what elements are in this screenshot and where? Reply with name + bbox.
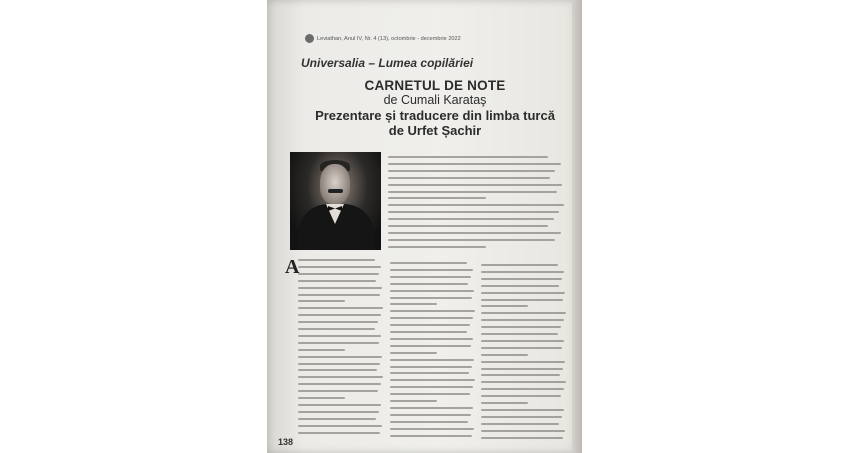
text-line: [390, 310, 475, 312]
text-line: [481, 285, 559, 287]
text-line: [298, 273, 379, 275]
text-line: [390, 386, 473, 388]
text-line: [298, 432, 380, 434]
text-line: [298, 397, 345, 399]
title-line-4: de Urfet Șachir: [388, 123, 482, 138]
text-line: [298, 349, 345, 351]
text-line: [298, 266, 381, 268]
text-line: [390, 421, 468, 423]
text-line: [390, 262, 467, 264]
text-line: [298, 363, 380, 365]
text-line: [481, 271, 564, 273]
text-line: [481, 347, 562, 349]
text-line: [388, 184, 562, 186]
text-line: [390, 366, 472, 368]
text-line: [390, 414, 471, 416]
text-line: [481, 381, 566, 383]
text-line: [298, 411, 379, 413]
text-line: [390, 435, 472, 437]
drop-cap: A: [285, 256, 300, 278]
text-line: [390, 331, 467, 333]
title-line-2: de Cumali Karataş: [383, 93, 487, 107]
running-head-text: Leviathan, Anul IV, Nr. 4 (13), octombrie - decembrie 2022: [317, 35, 461, 42]
text-line: [298, 342, 379, 344]
text-line: [388, 163, 561, 165]
text-line: [481, 292, 565, 294]
text-line: [298, 425, 382, 427]
running-head: [305, 34, 461, 43]
text-line: [298, 314, 381, 316]
article-title: [300, 78, 570, 138]
text-line: [481, 333, 558, 335]
text-line: [481, 388, 564, 390]
page-number: 138: [278, 437, 294, 447]
text-line: [390, 297, 472, 299]
text-line: [481, 409, 564, 411]
text-line: [390, 317, 473, 319]
text-line: [481, 340, 564, 342]
text-line: [481, 437, 563, 439]
author-photo: [290, 152, 381, 250]
text-line: [481, 430, 565, 432]
text-line: [298, 294, 380, 296]
text-line: [481, 368, 563, 370]
text-line: [388, 156, 548, 158]
text-line: [390, 393, 470, 395]
photo-mustache: [328, 189, 343, 193]
text-line: [298, 280, 376, 282]
text-line: [388, 218, 554, 220]
text-line: [298, 335, 381, 337]
text-line: [298, 376, 383, 378]
text-line: [388, 239, 555, 241]
text-line: [298, 259, 375, 261]
title-line-1: CARNETUL DE NOTE: [364, 78, 506, 93]
journal-logo-icon: [305, 34, 314, 43]
text-line: [481, 354, 528, 356]
text-line: [298, 321, 378, 323]
text-line: [298, 404, 381, 406]
text-line: [481, 264, 558, 266]
text-line: [481, 416, 562, 418]
photo-face: [320, 164, 350, 204]
text-line: [481, 423, 559, 425]
text-line: [390, 407, 473, 409]
title-line-3: Prezentare și traducere din limba turcă: [315, 108, 555, 123]
text-line: [390, 345, 471, 347]
text-line: [298, 356, 382, 358]
text-line: [298, 328, 375, 330]
text-line: [481, 299, 563, 301]
text-line: [388, 177, 550, 179]
text-line: [481, 402, 528, 404]
text-line: [481, 319, 564, 321]
text-line: [298, 418, 376, 420]
text-line: [390, 269, 473, 271]
text-line: [390, 379, 475, 381]
text-line: [481, 361, 565, 363]
text-line: [388, 204, 564, 206]
text-line: [390, 338, 473, 340]
text-line: [388, 246, 486, 248]
text-line: [481, 395, 561, 397]
text-line: [388, 211, 559, 213]
text-line: [298, 307, 383, 309]
text-line: [481, 278, 562, 280]
text-line: [390, 352, 437, 354]
text-line: [390, 276, 471, 278]
text-line: [390, 428, 474, 430]
text-line: [481, 326, 561, 328]
text-line: [388, 191, 557, 193]
text-line: [388, 170, 555, 172]
page-edge: [572, 0, 582, 453]
text-line: [481, 312, 566, 314]
text-line: [390, 290, 474, 292]
text-line: [390, 400, 437, 402]
text-line: [298, 383, 381, 385]
text-line: [388, 225, 548, 227]
text-line: [390, 324, 470, 326]
text-line: [298, 287, 382, 289]
text-line: [390, 359, 474, 361]
text-line: [298, 390, 378, 392]
text-line: [390, 283, 468, 285]
text-line: [388, 232, 561, 234]
section-heading: Universalia – Lumea copilăriei: [301, 56, 474, 70]
